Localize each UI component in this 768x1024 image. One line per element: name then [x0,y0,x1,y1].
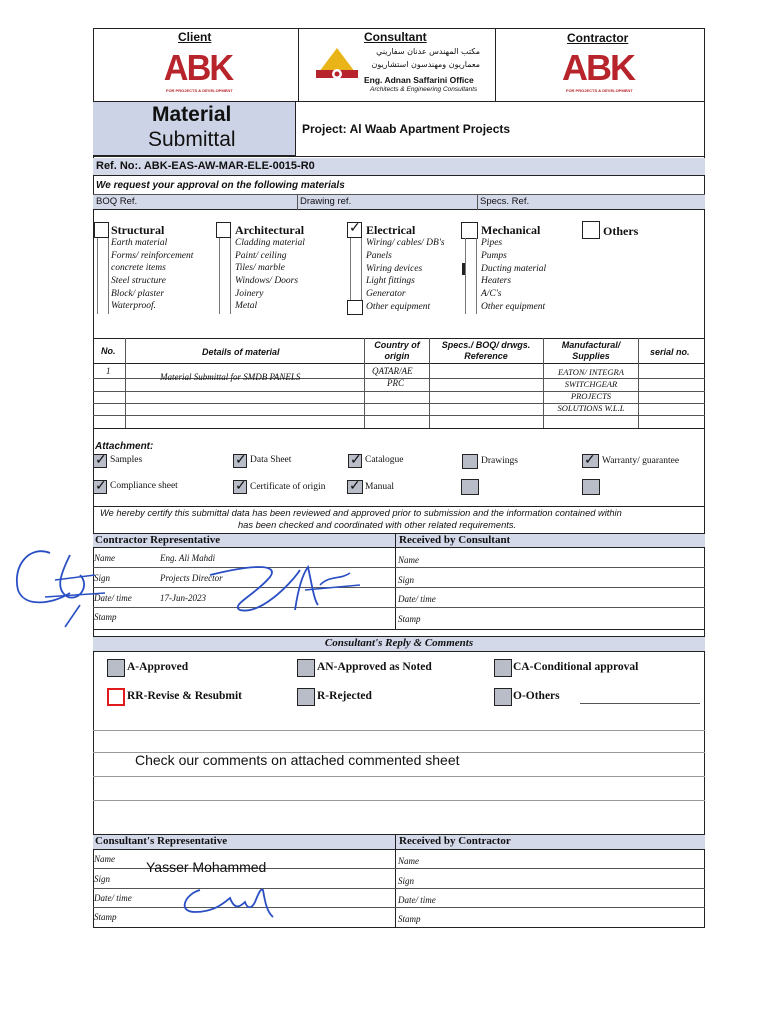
ref-no: Ref. No:. ABK-EAS-AW-MAR-ELE-0015-R0 [96,160,315,172]
mechanical-checkbox[interactable] [461,222,478,239]
approved-noted-checkbox[interactable] [297,659,315,677]
option-rejected: R-Rejected [317,690,372,702]
structural-item: Earth material [111,238,168,248]
reply-comment: Check our comments on attached commented sheet [135,752,460,768]
electrical-item: Panels [366,251,392,261]
cr-name-label: Name [94,553,115,563]
rc-name-label: Name [398,555,419,565]
architectural-checkbox[interactable] [216,222,231,238]
attachment-drawings: Drawings [481,456,518,466]
data-sheet-checkbox[interactable] [233,454,247,468]
project-title: Project: Al Waab Apartment Projects [302,122,511,136]
electrical-title: Electrical [366,223,416,237]
received-contractor-title: Received by Contractor [399,835,511,847]
client-label: Client [178,30,212,44]
structural-item: Steel structure [111,276,166,286]
extra-checkbox-2[interactable] [582,479,600,495]
director-signature [200,555,370,625]
mechanical-item: Pipes [481,238,503,248]
catalogue-checkbox[interactable] [348,454,362,468]
architectural-item: Cladding material [235,238,305,248]
row-manu-2: SWITCHGEAR [564,379,618,389]
electrical-item: Wiring/ cables/ DB's [366,238,445,248]
electrical-checkbox[interactable] [347,222,362,238]
cr-sign-text: Projects Director [160,573,223,583]
mechanical-item: Heaters [481,276,512,286]
rcn-date-label: Date/ time [398,895,436,905]
drawings-checkbox[interactable] [462,454,478,469]
refs-row [93,195,705,210]
rc-date-label: Date/ time [398,594,436,604]
structural-item: Block/ plaster [111,289,165,299]
row-no: 1 [106,366,111,376]
csr-name: Yasser Mohammed [146,859,267,875]
mechanical-title: Mechanical [481,223,541,237]
approved-checkbox[interactable] [107,659,125,677]
attachment-certificate: Certificate of origin [250,482,326,492]
col-details: Details of material [202,347,280,357]
col-serial: serial no. [650,347,690,357]
row-country-2: PRC [387,378,404,388]
structural-item: concrete items [111,263,166,273]
csr-name-label: Name [94,854,115,864]
option-conditional: CA-Conditional approval [513,661,639,673]
cr-date-label: Date/ time [94,593,132,603]
title-line1: Material [152,103,232,126]
architectural-item: Metal [235,301,258,311]
request-line: We request your approval on the following materials [96,180,345,191]
csr-stamp-label: Stamp [94,912,117,922]
option-approved-noted: AN-Approved as Noted [317,661,432,673]
rc-stamp-label: Stamp [398,614,421,624]
specs-ref: Specs. Ref. [480,196,530,207]
certificate-checkbox[interactable] [233,480,247,494]
consultant-signature [175,882,285,922]
consultant-rep-title: Consultant's Representative [95,835,228,847]
rcn-stamp-label: Stamp [398,914,421,924]
col-specs: Specs./ BOQ/ drwgs. Reference [441,340,531,361]
mechanical-item: A/C's [481,289,502,299]
csr-sign-label: Sign [94,874,111,884]
col-manufactural: Manufactural/ Supplies [561,340,621,361]
architectural-item: Paint/ ceiling [235,251,287,261]
contractor-signature [10,535,140,635]
client-logo: ABK [163,47,233,88]
architectural-title: Architectural [235,223,305,237]
others-checkbox[interactable] [582,221,600,239]
consultant-arabic-2: معماريون ومهندسون استشاريون [371,60,480,69]
attachment-samples: Samples [110,455,143,465]
others-reply-checkbox[interactable] [494,688,512,706]
electrical-item: Other equipment [366,302,431,312]
revise-resubmit-checkbox[interactable] [107,688,125,706]
manual-checkbox[interactable] [347,480,363,494]
attachment-warranty: Warranty/ guarantee [602,456,680,466]
attachment-label: Attachment: [95,441,154,452]
reply-title: Consultant's Reply & Comments [324,637,474,649]
electrical-item: Wiring devices [366,264,423,274]
cr-name: Eng. Ali Mahdi [160,553,216,563]
electrical-item: Light fittings [366,276,415,286]
col-country: Country of origin [374,340,420,361]
client-logo-sub: FOR PROJECTS & DEVELOPMENT [166,88,233,93]
option-approved: A-Approved [127,661,189,673]
consultant-name: Eng. Adnan Saffarini Office [364,75,474,85]
attachment-manual: Manual [365,482,395,492]
architectural-item: Windows/ Doors [235,276,299,286]
contractor-logo: ABK [562,47,634,88]
cr-stamp-label: Stamp [94,612,117,622]
mechanical-item: Other equipment [481,302,546,312]
consultant-arabic-1: مكتب المهندس عدنان سفاريني [376,47,480,56]
structural-item: Forms/ reinforcement [111,251,194,261]
compliance-checkbox[interactable] [93,480,107,494]
extra-checkbox-1[interactable] [461,479,479,495]
option-revise-resubmit: RR-Revise & Resubmit [127,690,242,702]
attachment-data-sheet: Data Sheet [250,455,292,465]
csr-date-label: Date/ time [94,893,132,903]
architectural-item: Tiles/ marble [235,263,285,273]
cr-sign-label: Sign [94,573,111,583]
warranty-checkbox[interactable] [582,454,599,468]
structural-checkbox[interactable] [94,222,109,238]
architectural-item: Joinery [235,289,264,299]
row-manu-1: EATON/ INTEGRA [558,367,624,377]
rcn-name-label: Name [398,856,419,866]
rc-sign-label: Sign [398,575,415,585]
contractor-label: Contractor [567,31,629,45]
attachment-catalogue: Catalogue [365,455,404,465]
boq-ref: BOQ Ref. [96,196,138,207]
row-details: Material Submittal for SMDB PANELS [160,372,301,382]
mechanical-item: Ducting material [481,264,547,274]
mechanical-item: Pumps [481,251,507,261]
structural-item: Waterproof. [111,301,156,311]
option-others: O-Others [513,690,560,702]
col-no: No. [101,346,116,356]
samples-checkbox[interactable] [93,454,107,468]
contractor-logo-sub: FOR PROJECTS & DEVELOPMENT [566,88,633,93]
attachment-compliance: Compliance sheet [110,481,178,491]
title-line2: Submittal [148,128,236,151]
drawing-ref: Drawing ref. [300,196,352,207]
row-manu-3: PROJECTS [570,391,612,401]
cr-date: 17-Jun-2023 [160,593,206,603]
row-manu-4: SOLUTIONS W.L.L [557,403,625,413]
certify-line-1: We hereby certify this submittal data has been reviewed and approved prior to submission and the information contained within [100,508,622,518]
contractor-rep-title: Contractor Representative [95,534,221,546]
rcn-sign-label: Sign [398,876,415,886]
received-consultant-title: Received by Consultant [399,534,511,546]
electrical-item: Generator [366,289,406,299]
consultant-logo-mark-icon [314,46,360,86]
certify-line-2: has been checked and coordinated with other related requirements. [238,520,517,530]
rejected-checkbox[interactable] [297,688,315,706]
others-title: Others [603,224,639,238]
consultant-label: Consultant [364,30,427,44]
structural-title: Structural [111,223,165,237]
row-country-1: QATAR/AE [372,366,413,376]
conditional-checkbox[interactable] [494,659,512,677]
consultant-sub: Architects & Engineering Consultants [370,86,478,93]
